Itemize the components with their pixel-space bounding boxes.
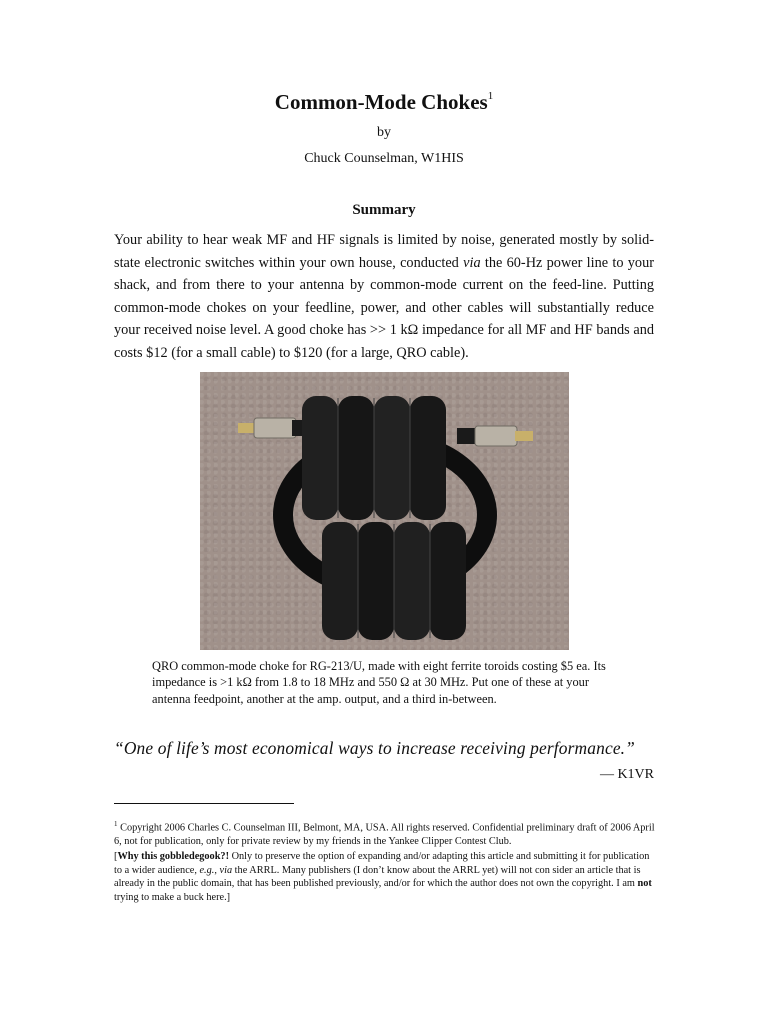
footnote-1-mark: 1	[114, 820, 118, 828]
footnote-2-eg: e.g.	[199, 864, 215, 876]
quote-attribution: — K1VR	[599, 767, 654, 782]
footnote-1-text: Copyright 2006 Charles C. Counselman III, Belmont, MA, USA. All rights reserved. Confidential preliminary draft of 2006 April 6, not for publication, only for private review by my friends in the Yankee Clipper Contest Club.	[114, 822, 655, 848]
title-text: Common-Mode Chokes	[274, 90, 488, 114]
upper-toroid-stack	[302, 396, 446, 520]
by-text: by	[377, 125, 391, 140]
document-title	[0, 90, 768, 115]
connector-left	[238, 418, 312, 438]
summary-paragraph	[114, 229, 654, 365]
footnote-2-t4: trying to make a buck here.]	[114, 891, 231, 903]
photo-caption: QRO common-mode choke for RG-213/U, made with eight ferrite toroids costing $5 ea. Its impedance is >1 kΩ from 1.8 to 18 MHz and 550 Ω at 30 MHz. Put one of these at your antenna feedpoint, another at the amp. output, and a third in-between.	[152, 659, 606, 706]
connector-right	[457, 426, 533, 446]
footnote-2-t3: the ARRL. Many publishers (I don’t know about the ARRL yet) will not con sider an article that is already in the public domain, that has been published previously, and/or for which the author does not own the copyright. I am	[114, 864, 641, 890]
pull-quote: “One of life’s most economical ways to increase receiving performance.”	[114, 738, 636, 758]
footnote-2-t1: Only to preserve the option of expanding and/or adapting this article and submitting it for publication to a wider audience,	[114, 851, 650, 876]
summary-via: via	[463, 254, 481, 271]
summary-text-1: Your ability to hear weak MF and HF signals is limited by noise, generated mostly by solid-state electronic switches within your own house, conducted	[114, 232, 654, 271]
lower-toroid-stack	[322, 522, 466, 640]
footnote-2-via: via	[219, 864, 233, 876]
choke-photo	[200, 372, 569, 650]
author: Chuck Counselman, W1HIS	[304, 151, 464, 166]
footnote-rule	[114, 803, 294, 804]
title-footnote-mark: 1	[487, 90, 494, 102]
choke-illustration	[200, 372, 569, 650]
summary-text-2: the 60-Hz power line to your shack, and from there to your antenna by common-mode current on the feed-line. Putting common-mode chokes on your feedline, power, and other cables will substantially reduce your received noise level. A good choke has >> 1 kΩ impedance for all MF and HF bands and costs $12 (for a small cable) to $120 (for a large, QRO cable).	[114, 254, 654, 361]
summary-heading: Summary	[352, 202, 416, 218]
footnote-2-not: not	[637, 878, 652, 890]
footnote-1	[114, 818, 659, 849]
footnote-2-t2: ,	[214, 864, 220, 876]
footnote-2: [Why this gobbledegook?! Only to preserve the option of expanding and/or adapting this article and submitting it for publication to a wider audience, e.g., via the ARRL. Many publishers (I don’t know about the ARRL yet) will not con sider an article that is already in the public domain, that has been published previously, and/or for which the author does not own the copyright. I am not trying to make a buck here.]	[114, 851, 652, 903]
footnote-2-lead: Why this gobbledegook?!	[117, 851, 230, 862]
